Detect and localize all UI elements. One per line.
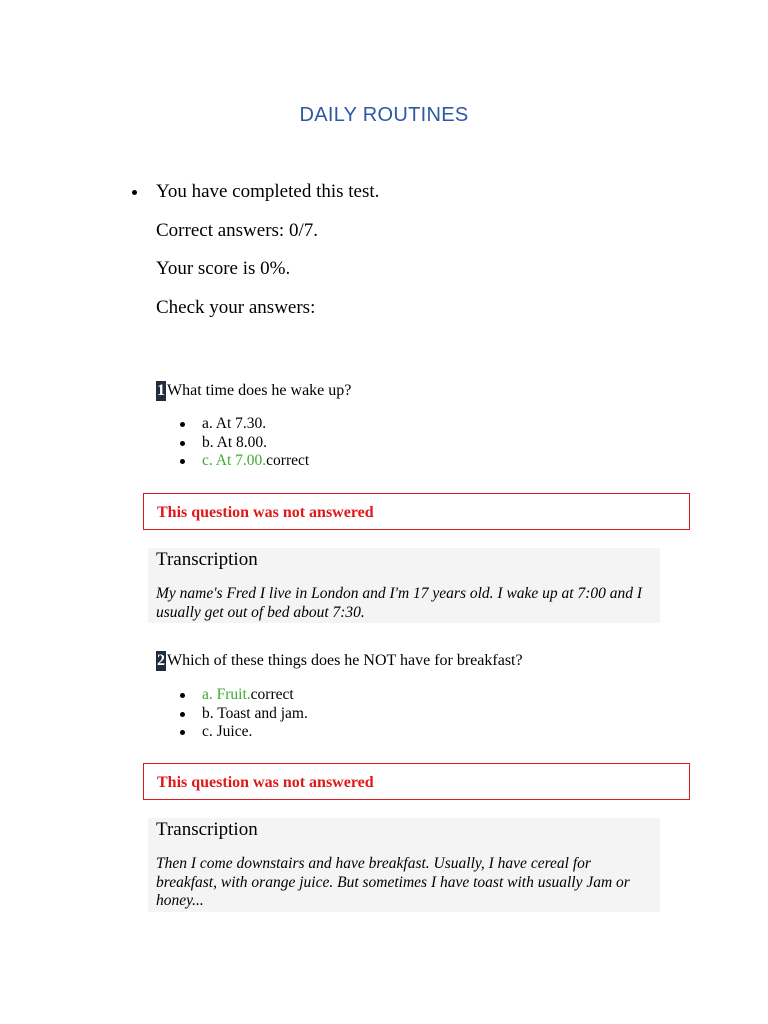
option-item — [176, 452, 309, 471]
option-label: c. Juice. — [202, 723, 253, 741]
results-summary — [156, 180, 379, 334]
question-1-options — [176, 415, 309, 471]
question-number: 1 — [157, 382, 165, 399]
question-number: 2 — [157, 652, 165, 669]
transcription-title: Transcription — [156, 819, 258, 840]
question-2-options — [176, 686, 308, 742]
summary-bullet — [132, 190, 137, 195]
check-answers-text: Check your answers: — [156, 296, 316, 318]
option-item — [176, 705, 308, 724]
completed-text: You have completed this test. — [156, 181, 380, 202]
question-2-heading — [156, 651, 523, 671]
transcription-box — [148, 818, 660, 912]
correct-marker: correct — [266, 452, 310, 470]
score-text: Your score is 0%. — [156, 258, 291, 279]
not-answered-alert: This question was not answered — [143, 493, 690, 530]
option-item — [176, 415, 309, 434]
option-label: b. Toast and jam. — [202, 704, 308, 722]
option-label-correct: c. At 7.00. — [202, 452, 267, 470]
question-text: Which of these things does he NOT have for breakfast? — [167, 652, 523, 669]
not-answered-alert: This question was not answered — [143, 763, 690, 800]
option-item — [176, 434, 309, 453]
option-item — [176, 686, 308, 705]
transcription-title: Transcription — [156, 549, 258, 570]
option-label: a. At 7.30. — [202, 415, 267, 432]
question-1-heading — [156, 381, 351, 401]
option-label-correct: a. Fruit. — [202, 686, 251, 703]
question-text: What time does he wake up? — [167, 382, 352, 399]
option-label: b. At 8.00. — [202, 433, 268, 451]
option-item — [176, 723, 308, 742]
page-title: DAILY ROUTINES — [299, 104, 469, 126]
transcription-text: My name's Fred I live in London and I'm 17 years old. I wake up at 7:00 and I usually get out of bed about 7:30. — [156, 585, 643, 621]
transcription-text: Then I come downstairs and have breakfast. Usually, I have cereal for breakfast, with orange juice. But sometimes I have toast with usually Jam or honey... — [156, 855, 630, 910]
correct-answers-text: Correct answers: 0/7. — [156, 219, 318, 241]
transcription-box — [148, 548, 660, 623]
correct-marker: correct — [250, 686, 294, 703]
